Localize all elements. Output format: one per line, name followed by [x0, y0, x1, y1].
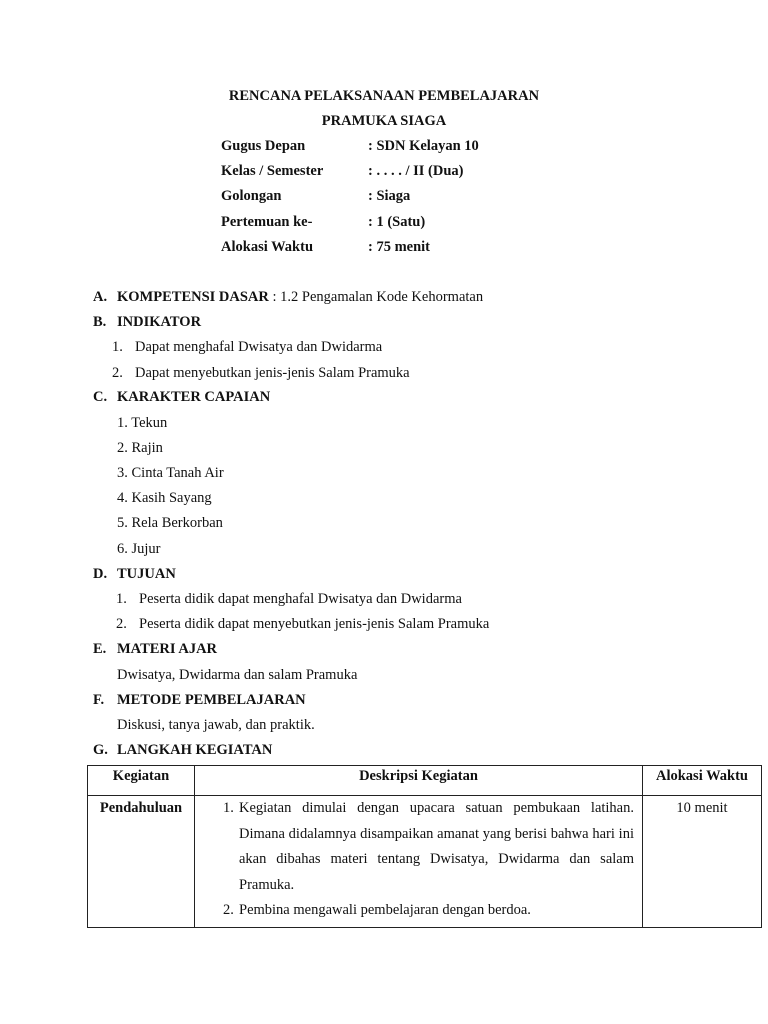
meta-key: Gugus Depan [221, 138, 306, 154]
activity-list [199, 796, 638, 924]
list-item: 3. Cinta Tanah Air [117, 465, 224, 481]
list-item: 2. Rajin [117, 440, 163, 456]
meta-key: Kelas / Semester [221, 163, 324, 180]
list-number: 1. [112, 339, 123, 355]
table-header-row [88, 766, 762, 796]
list-text: Peserta didik dapat menghafal Dwisatya dan Dwidarma [139, 591, 462, 607]
list-item [199, 898, 638, 924]
section-letter: F. [93, 692, 105, 708]
document-subtitle: PRAMUKA SIAGA [321, 113, 447, 129]
section-letter: C. [93, 389, 108, 405]
document-title: RENCANA PELAKSANAAN PEMBELAJARAN [228, 88, 540, 104]
meta-value: : Siaga [368, 188, 411, 205]
list-item: 4. Kasih Sayang [117, 490, 212, 506]
list-item: 1. Tekun [117, 415, 168, 431]
kegiatan-cell: Pendahuluan [88, 796, 195, 928]
table-row [88, 796, 762, 928]
section-letter: B. [93, 314, 107, 330]
column-header-deskripsi: Deskripsi Kegiatan [195, 766, 643, 796]
meta-key: Pertemuan ke- [221, 213, 313, 230]
list-text: Peserta didik dapat menyebutkan jenis-jenis Salam Pramuka [139, 616, 490, 632]
section-heading-detail: : 1.2 Pengamalan Kode Kehormatan [268, 289, 484, 305]
list-number: 1. [116, 591, 127, 607]
list-number: 1. [223, 800, 234, 816]
section-heading [117, 289, 483, 306]
section-heading: KARAKTER CAPAIAN [117, 389, 271, 405]
meta-value: : SDN Kelayan 10 [368, 138, 479, 154]
list-text: Kegiatan dimulai dengan upacara satuan pembukaan latihan. Dimana didalamnya disampaikan amanat yang berisi bahwa hari ini akan dibahas materi tentang Dwisatya, Dwidarma dan salam Pramuka. [239, 800, 634, 893]
list-text: Pembina mengawali pembelajaran dengan berdoa. [239, 902, 531, 918]
list-text: Dapat menghafal Dwisatya dan Dwidarma [135, 339, 383, 355]
list-text: Dapat menyebutkan jenis-jenis Salam Pramuka [135, 365, 410, 381]
alokasi-waktu-cell: 10 menit [643, 796, 762, 928]
deskripsi-cell [195, 796, 643, 928]
meta-value: : 75 menit [368, 238, 431, 255]
list-number: 2. [223, 902, 234, 918]
section-letter: A. [93, 289, 108, 305]
section-heading: TUJUAN [117, 566, 176, 582]
section-letter: G. [93, 742, 108, 758]
section-letter: D. [93, 566, 108, 582]
section-heading: LANGKAH KEGIATAN [117, 742, 273, 758]
section-heading: INDIKATOR [117, 314, 202, 330]
meta-value: : 1 (Satu) [368, 213, 426, 230]
section-letter: E. [93, 641, 107, 657]
list-item: 5. Rela Berkorban [117, 515, 223, 531]
column-header-alokasi-waktu: Alokasi Waktu [643, 766, 762, 796]
section-body: Diskusi, tanya jawab, dan praktik. [117, 717, 315, 733]
list-number: 2. [116, 616, 127, 632]
meta-key: Golongan [221, 188, 282, 205]
meta-value: : . . . . / II (Dua) [368, 163, 464, 180]
section-heading-text: KOMPETENSI DASAR [117, 289, 269, 305]
list-item [199, 796, 638, 898]
activity-table [87, 765, 762, 928]
meta-key: Alokasi Waktu [221, 238, 314, 255]
section-heading: MATERI AJAR [117, 641, 218, 657]
section-body: Dwisatya, Dwidarma dan salam Pramuka [117, 667, 358, 683]
list-item: 6. Jujur [117, 541, 161, 557]
column-header-kegiatan: Kegiatan [88, 766, 195, 796]
list-number: 2. [112, 365, 123, 381]
section-heading: METODE PEMBELAJARAN [117, 692, 306, 708]
